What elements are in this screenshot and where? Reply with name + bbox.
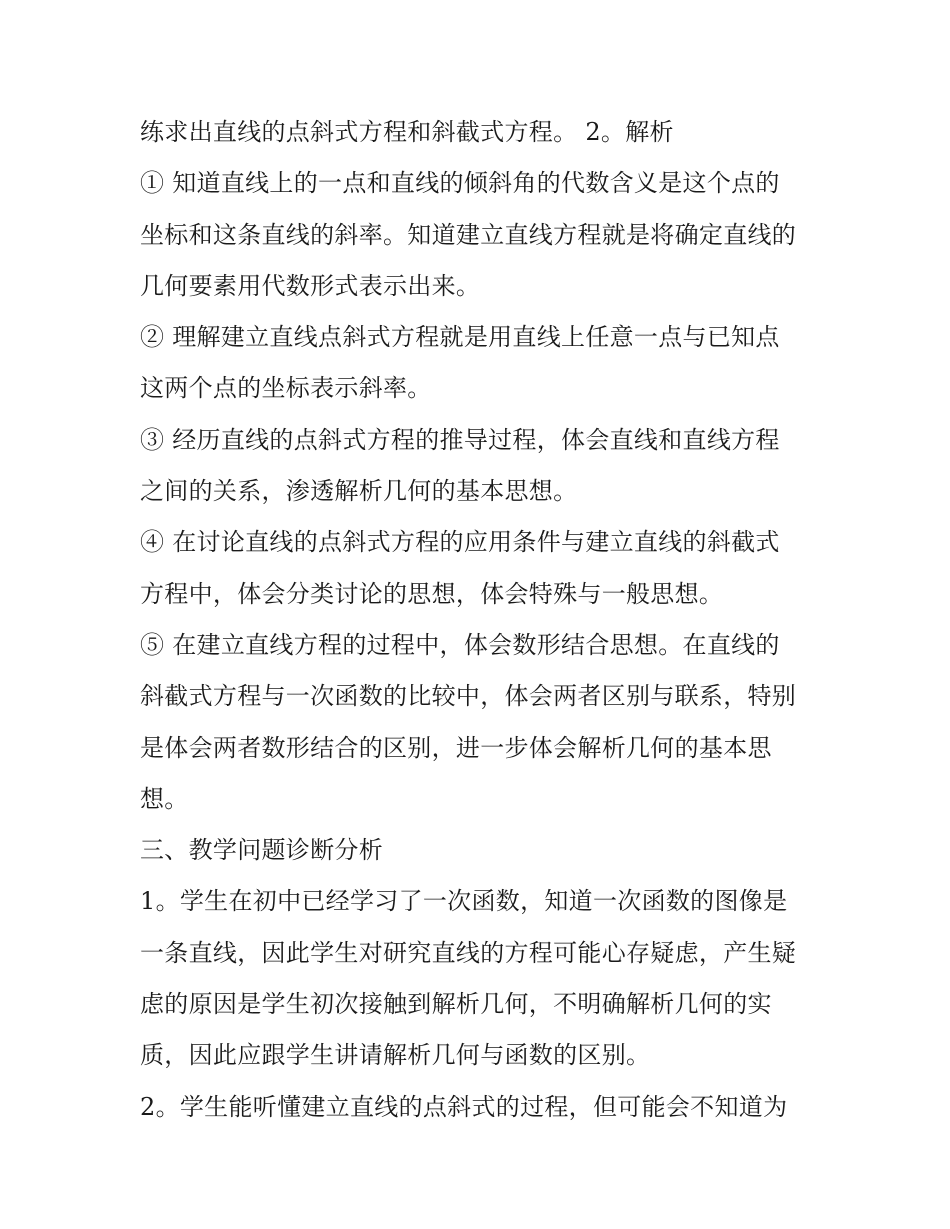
text-line: ③ 经历直线的点斜式方程的推导过程，体会直线和直线方程 <box>140 425 780 454</box>
document-body <box>140 107 830 1133</box>
text-line: ② 理解建立直线点斜式方程就是用直线上任意一点与已知点 <box>140 323 780 352</box>
text-line: 斜截式方程与一次函数的比较中，体会两者区别与联系，特别 <box>140 682 797 711</box>
text-line: 一条直线，因此学生对研究直线的方程可能心存疑虑，产生疑 <box>140 938 797 967</box>
text-line: 虑的原因是学生初次接触到解析几何，不明确解析几何的实 <box>140 990 772 1019</box>
text-line: 质，因此应跟学生讲请解析几何与函数的区别。 <box>140 1041 651 1070</box>
text-line: 坐标和这条直线的斜率。知道建立直线方程就是将确定直线的 <box>140 220 797 249</box>
section-heading: 三、教学问题诊断分析 <box>140 836 383 865</box>
text-line: 之间的关系，渗透解析几何的基本思想。 <box>140 477 578 506</box>
text-line: ⑤ 在建立直线方程的过程中，体会数形结合思想。在直线的 <box>140 630 780 659</box>
text-line: 是体会两者数形结合的区别，进一步体会解析几何的基本思 <box>140 733 772 762</box>
text-line: 1。学生在初中已经学习了一次函数，知道一次函数的图像是 <box>140 887 788 916</box>
text-line: ④ 在讨论直线的点斜式方程的应用条件与建立直线的斜截式 <box>140 528 780 557</box>
text-line: 几何要素用代数形式表示出来。 <box>140 271 481 300</box>
text-line: ① 知道直线上的一点和直线的倾斜角的代数含义是这个点的 <box>140 169 780 198</box>
text-line: 2。学生能听懂建立直线的点斜式的过程，但可能会不知道为 <box>140 1092 788 1121</box>
text-line: 这两个点的坐标表示斜率。 <box>140 374 432 403</box>
text-line: 想。 <box>140 784 189 813</box>
text-line: 方程中，体会分类讨论的思想，体会特殊与一般思想。 <box>140 579 724 608</box>
text-line: 练求出直线的点斜式方程和斜截式方程。 2。解析 <box>140 118 674 146</box>
